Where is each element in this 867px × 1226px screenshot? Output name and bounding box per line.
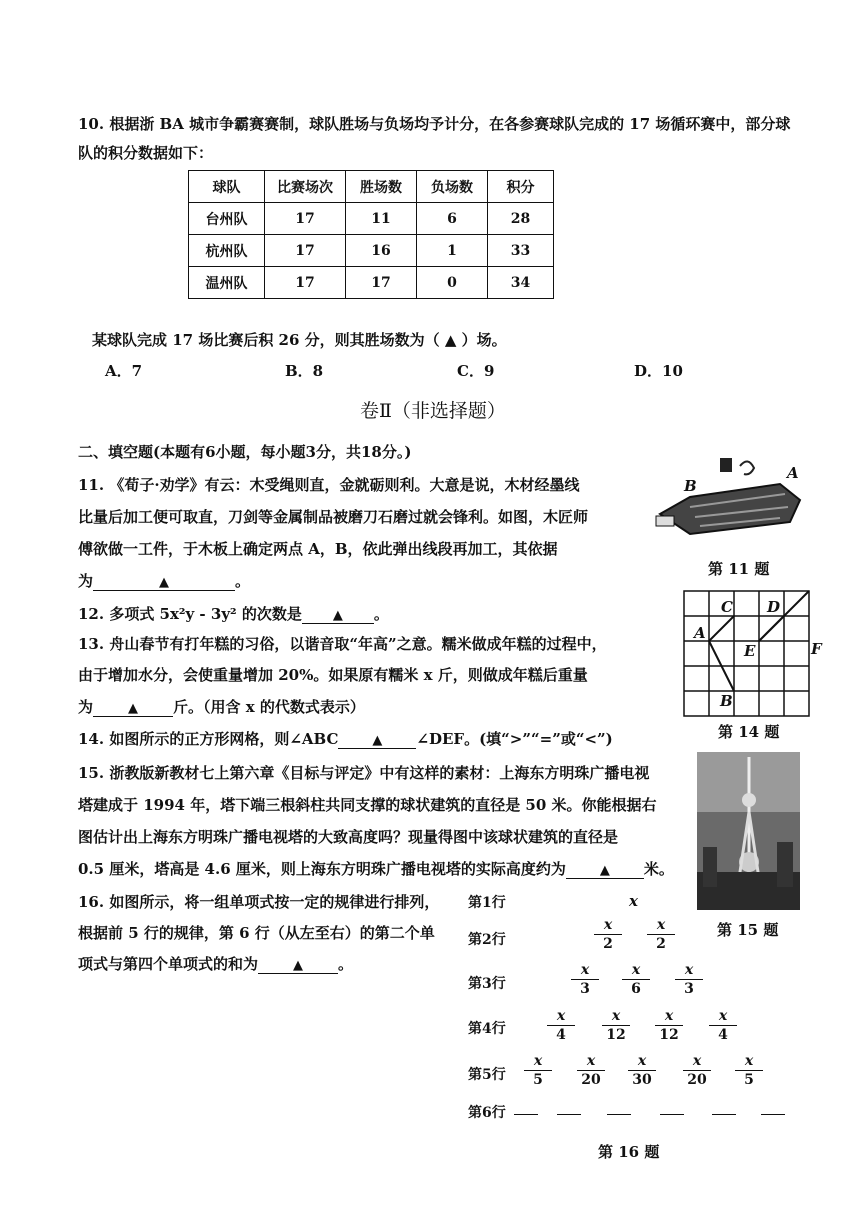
table-header: 比赛场次 bbox=[265, 171, 346, 203]
q10-line1: 10. 根据浙 BA 城市争霸赛赛制，球队胜场与负场均予计分，在各参赛球队完成的 17 场循环赛中，部分球 bbox=[78, 115, 791, 133]
table-cell: 28 bbox=[488, 203, 554, 235]
table-cell: 17 bbox=[265, 267, 346, 299]
q14-caption: 第 14 题 bbox=[718, 723, 780, 741]
triangle-icon: ▲ bbox=[599, 863, 610, 878]
q12-suffix: 。 bbox=[373, 605, 389, 623]
table-cell: 17 bbox=[265, 203, 346, 235]
q16-prefix: 项式与第四个单项式的和为 bbox=[78, 955, 259, 973]
q10-option-c: C．9 bbox=[457, 362, 495, 380]
q14-answer-blank[interactable] bbox=[338, 730, 416, 749]
hand-icon bbox=[740, 461, 754, 474]
q14-point-b: B bbox=[720, 692, 733, 710]
table-cell: 17 bbox=[265, 235, 346, 267]
table-row bbox=[189, 203, 554, 235]
row1-term: x bbox=[629, 892, 638, 910]
q16-answer-line bbox=[78, 953, 353, 974]
q15-line1: 15. 浙教版新教材七上第六章《目标与评定》中有这样的素材：上海东方明珠广播电视 bbox=[78, 764, 650, 782]
q11-answer-blank[interactable] bbox=[93, 572, 235, 591]
row3-term: $\frac{x}{3}$ bbox=[571, 962, 599, 998]
wood-board-image bbox=[650, 452, 805, 537]
row6-blank[interactable] bbox=[514, 1114, 538, 1115]
row-label-6: 第6行 bbox=[468, 1105, 506, 1121]
q14-point-c: C bbox=[721, 598, 733, 616]
q16-line1: 16. 如图所示，将一组单项式按一定的规律进行排列， bbox=[78, 893, 440, 911]
q11-answer-line bbox=[78, 570, 250, 591]
q13-answer-line bbox=[78, 696, 365, 717]
row6-blank[interactable] bbox=[557, 1114, 581, 1115]
table-cell: 11 bbox=[346, 203, 417, 235]
row5-term: $\frac{x}{5}$ bbox=[524, 1053, 552, 1089]
table-cell: 0 bbox=[417, 267, 488, 299]
q16-answer-blank[interactable] bbox=[258, 955, 338, 974]
table-cell: 17 bbox=[346, 267, 417, 299]
row4-term: $\frac{x}{4}$ bbox=[547, 1008, 575, 1044]
q15-line3: 图估计出上海东方明珠广播电视塔的大致高度吗？现量得图中该球状建筑的直径是 bbox=[78, 828, 619, 846]
table-cell: 34 bbox=[488, 267, 554, 299]
table-cell: 1 bbox=[417, 235, 488, 267]
row-label-4: 第4行 bbox=[468, 1021, 506, 1037]
q10-line2: 队的积分数据如下： bbox=[78, 144, 214, 162]
table-cell: 16 bbox=[346, 235, 417, 267]
table-cell: 台州队 bbox=[189, 203, 265, 235]
tower-photo bbox=[697, 752, 800, 910]
q14-prefix: 14. 如图所示的正方形网格，则∠ABC bbox=[78, 730, 339, 748]
row2-term: $\frac{x}{2}$ bbox=[594, 917, 622, 953]
table-header: 负场数 bbox=[417, 171, 488, 203]
q10-option-a: A．7 bbox=[105, 362, 143, 380]
q11-prefix: 为 bbox=[78, 572, 94, 590]
row5-term: $\frac{x}{20}$ bbox=[683, 1053, 711, 1089]
hand-left-icon bbox=[656, 516, 674, 526]
section-title: 卷Ⅱ（非选择题） bbox=[360, 400, 506, 422]
q15-caption: 第 15 题 bbox=[717, 921, 779, 939]
q14-line bbox=[78, 728, 613, 749]
q13-line1: 13. 舟山春节有打年糕的习俗，以谐音取“年高”之意。糯米做成年糕的过程中， bbox=[78, 635, 607, 653]
q10-option-b: B．8 bbox=[285, 362, 324, 380]
table-cell: 6 bbox=[417, 203, 488, 235]
q13-prefix: 为 bbox=[78, 698, 94, 716]
row5-term: $\frac{x}{5}$ bbox=[735, 1053, 763, 1089]
table-cell: 温州队 bbox=[189, 267, 265, 299]
upper-sphere bbox=[742, 793, 756, 807]
q14-suffix: ∠DEF。(填“>”“=”或“<”) bbox=[416, 730, 613, 748]
triangle-icon: ▲ bbox=[128, 701, 139, 716]
row4-term: $\frac{x}{4}$ bbox=[709, 1008, 737, 1044]
row-label-5: 第5行 bbox=[468, 1067, 506, 1083]
q15-line2: 塔建成于 1994 年，塔下端三根斜柱共同支撑的球状建筑的直径是 50 米。你能根据右 bbox=[78, 796, 657, 814]
q14-point-e: E bbox=[744, 642, 756, 660]
q11-label-a: A bbox=[787, 464, 799, 482]
triangle-icon: ▲ bbox=[332, 608, 343, 623]
row3-term: $\frac{x}{3}$ bbox=[675, 962, 703, 998]
q14-point-a: A bbox=[694, 624, 706, 642]
building bbox=[703, 847, 717, 887]
table-header-row bbox=[189, 171, 554, 203]
q15-answer-blank[interactable] bbox=[566, 860, 644, 879]
table-row bbox=[189, 235, 554, 267]
row5-term: $\frac{x}{20}$ bbox=[577, 1053, 605, 1089]
table-header: 球队 bbox=[189, 171, 265, 203]
building bbox=[777, 842, 793, 887]
triangle-icon: ▲ bbox=[293, 958, 304, 973]
q11-line3: 傅欲做一工件，于木板上确定两点 A，B，依此弹出线段再加工，其依据 bbox=[78, 540, 558, 558]
row6-blank[interactable] bbox=[607, 1114, 631, 1115]
q10-question: 某球队完成 17 场比赛后积 26 分，则其胜场数为（ ▲ ）场。 bbox=[92, 331, 507, 349]
board-shape bbox=[660, 484, 800, 534]
row4-term: $\frac{x}{12}$ bbox=[602, 1008, 630, 1044]
q15-suffix: 米。 bbox=[643, 860, 674, 878]
row4-term: $\frac{x}{12}$ bbox=[655, 1008, 683, 1044]
row2-term: $\frac{x}{2}$ bbox=[647, 917, 675, 953]
table-cell: 33 bbox=[488, 235, 554, 267]
table-cell: 杭州队 bbox=[189, 235, 265, 267]
table-row bbox=[189, 267, 554, 299]
row6-blank[interactable] bbox=[761, 1114, 785, 1115]
q11-suffix: 。 bbox=[235, 572, 251, 590]
row-label-3: 第3行 bbox=[468, 976, 506, 992]
q15-answer-line bbox=[78, 858, 674, 879]
q11-label-b: B bbox=[684, 477, 697, 495]
q10-option-d: D．10 bbox=[634, 362, 683, 380]
table-header: 积分 bbox=[488, 171, 554, 203]
q12-answer-blank[interactable] bbox=[302, 605, 374, 624]
section2-header: 二、填空题(本题有6小题，每小题3分，共18分。) bbox=[78, 443, 412, 461]
row-label-1: 第1行 bbox=[468, 895, 506, 911]
score-table bbox=[188, 170, 554, 299]
triangle-icon: ▲ bbox=[372, 733, 383, 748]
q11-line1: 11. 《荀子·劝学》有云：木受绳则直，金就砺则利。大意是说，木材经墨线 bbox=[78, 476, 580, 494]
q12-prefix: 12. 多项式 5x²y - 3y² 的次数是 bbox=[78, 605, 302, 623]
triangle-icon: ▲ bbox=[159, 575, 170, 590]
q16-line2: 根据前 5 行的规律，第 6 行（从左至右）的第二个单 bbox=[78, 924, 435, 942]
ink-box-icon bbox=[720, 458, 732, 472]
q13-suffix: 斤。（用含 x 的代数式表示） bbox=[173, 698, 365, 716]
row6-blank[interactable] bbox=[660, 1114, 684, 1115]
q16-caption: 第 16 题 bbox=[598, 1143, 660, 1161]
q14-point-f: F bbox=[811, 640, 822, 658]
q15-prefix: 0.5 厘米，塔高是 4.6 厘米，则上海东方明珠广播电视塔的实际高度约为 bbox=[78, 860, 566, 878]
row6-blank[interactable] bbox=[712, 1114, 736, 1115]
q16-suffix: 。 bbox=[338, 955, 354, 973]
q13-line2: 由于增加水分，会使重量增加 20%。如果原有糯米 x 斤，则做成年糕后重量 bbox=[78, 666, 588, 684]
q13-answer-blank[interactable] bbox=[93, 698, 173, 717]
q14-point-d: D bbox=[767, 598, 781, 616]
table-header: 胜场数 bbox=[346, 171, 417, 203]
row3-term: $\frac{x}{6}$ bbox=[622, 962, 650, 998]
row-label-2: 第2行 bbox=[468, 932, 506, 948]
q11-caption: 第 11 题 bbox=[708, 560, 770, 578]
q12-line bbox=[78, 603, 389, 624]
row5-term: $\frac{x}{30}$ bbox=[628, 1053, 656, 1089]
q11-line2: 比量后加工便可取直，刀剑等金属制品被磨刀石磨过就会锋利。如图，木匠师 bbox=[78, 508, 589, 526]
